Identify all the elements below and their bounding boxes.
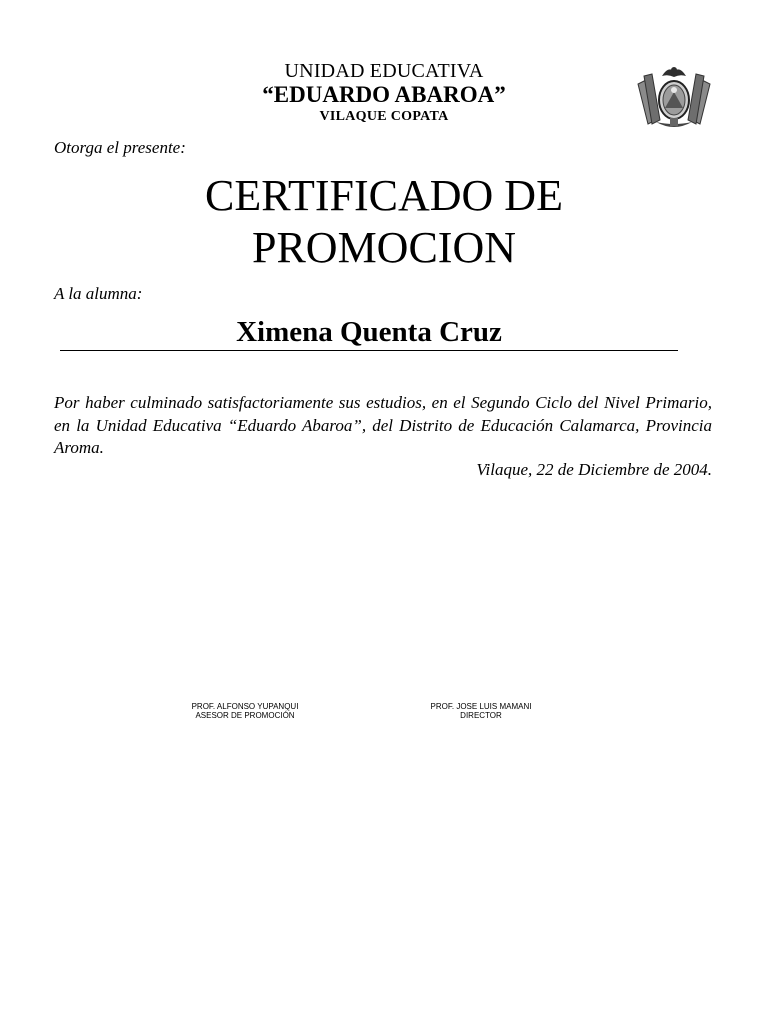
- title-line-1: CERTIFICADO DE: [205, 171, 563, 220]
- certificate-statement: Por haber culminado satisfactoriamente sus estudios, en el Segundo Ciclo del Nivel Primario, en la Unidad Educativa “Eduardo Abaroa”, del Distrito de Educación Calamarca, Provincia Aroma.: [54, 393, 712, 457]
- recipient-label: A la alumna:: [54, 284, 143, 303]
- school-name: “EDUARDO ABAROA”: [262, 82, 506, 107]
- signer-role: DIRECTOR: [460, 711, 502, 720]
- title-line-2: PROMOCION: [251, 223, 517, 272]
- name-underline: [60, 350, 678, 351]
- coat-of-arms-icon: [634, 62, 714, 132]
- certificate-title: [0, 170, 768, 274]
- signer-role: ASESOR DE PROMOCIÓN: [195, 711, 295, 720]
- issue-date: Vilaque, 22 de Diciembre de 2004.: [476, 460, 712, 479]
- signer-name: PROF. ALFONSO YUPANQUI: [191, 702, 299, 711]
- signature-director: [381, 702, 581, 720]
- school-type: UNIDAD EDUCATIVA: [284, 60, 484, 82]
- signature-advisor: [145, 702, 345, 720]
- recipient-name: Ximena Quenta Cruz: [236, 316, 502, 348]
- signer-name: PROF. JOSE LUIS MAMANI: [430, 702, 532, 711]
- intro-text: Otorga el presente:: [54, 138, 186, 157]
- school-location: VILAQUE COPATA: [319, 109, 449, 124]
